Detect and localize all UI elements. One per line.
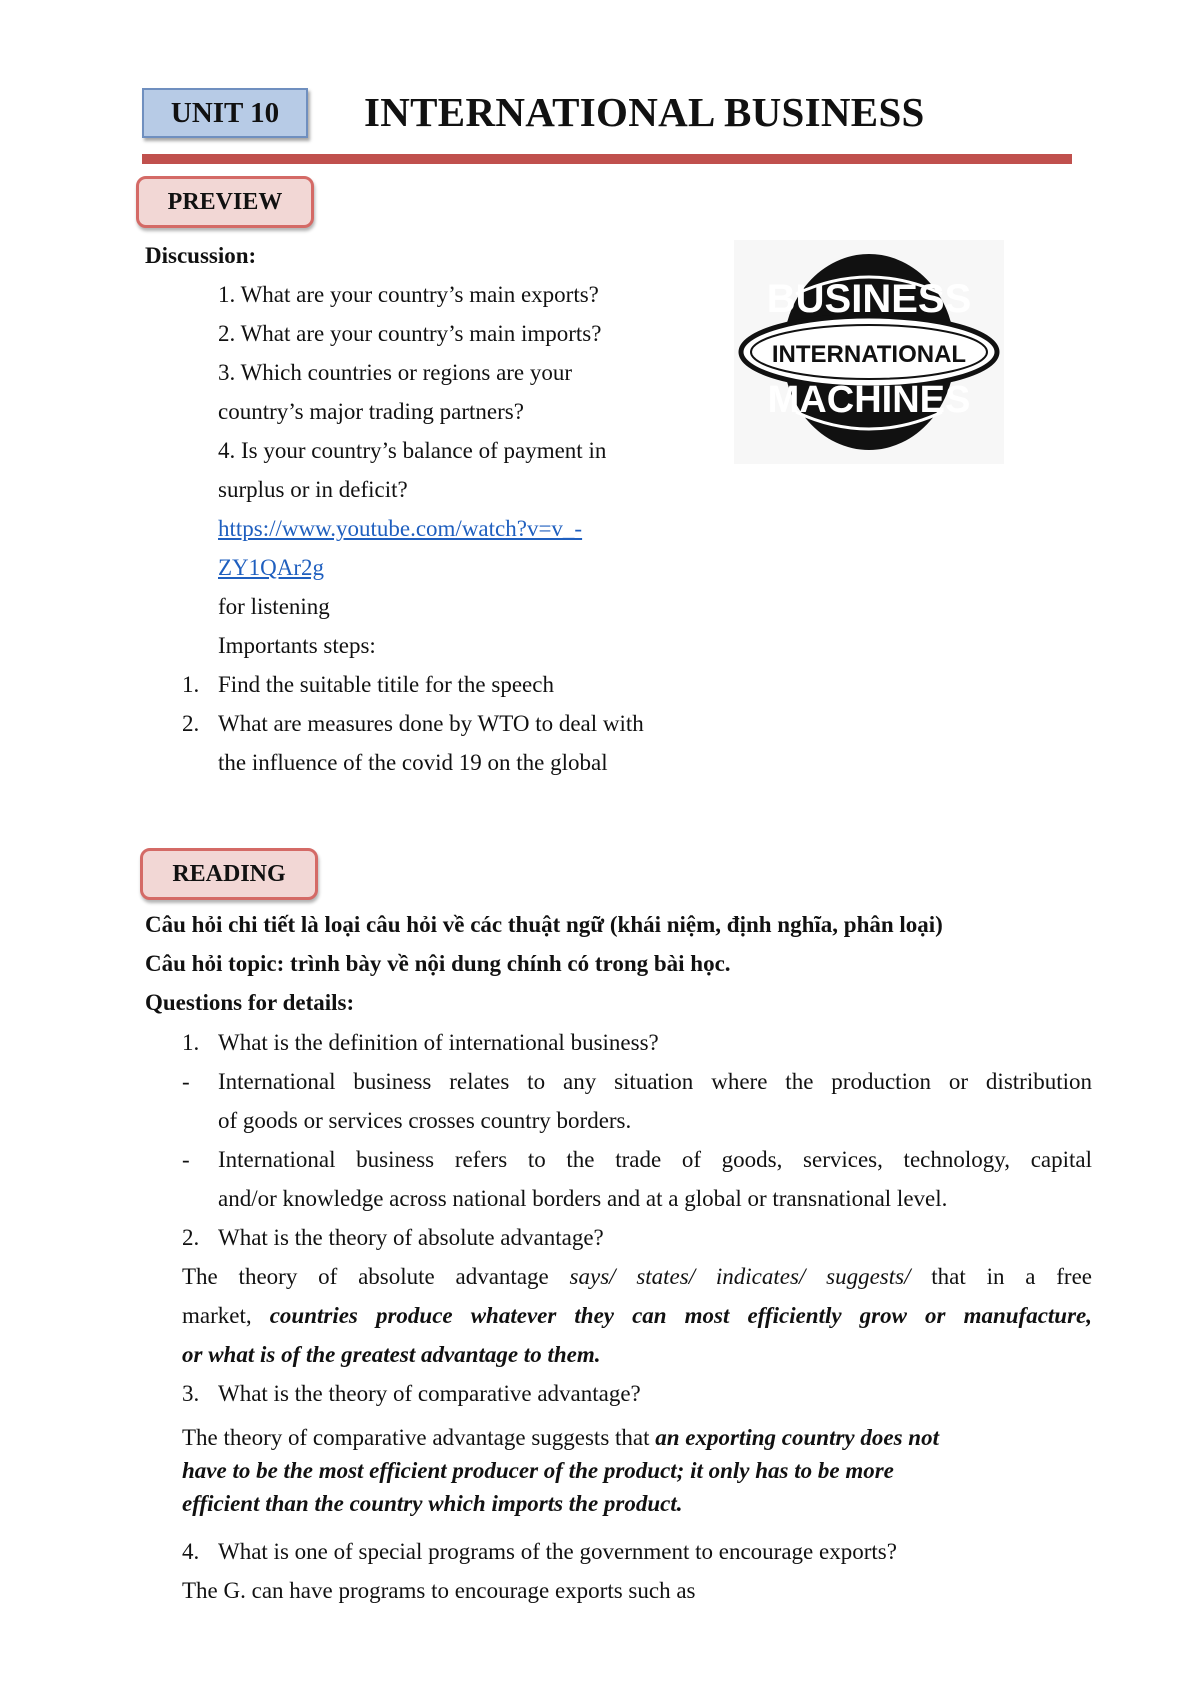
for-listening-text: for listening — [218, 594, 330, 619]
answer-text: efficient than the country which imports the product. — [182, 1491, 683, 1516]
discussion-heading: Discussion: — [145, 243, 257, 268]
globe-logo-icon — [734, 240, 1004, 464]
answer-text: The G. can have programs to encourage exports such as — [182, 1578, 696, 1603]
discussion-questions — [218, 275, 606, 665]
logo-band-word: INTERNATIONAL — [771, 341, 967, 368]
step-number: 2. — [182, 711, 200, 736]
answer-text: have to be the most efficient producer of the product; it only has to be more — [182, 1458, 894, 1483]
answer-text: The theory of absolute advantage says/ states/ indicates/ suggests/ that in a free — [182, 1264, 1092, 1289]
answer-text: The theory of comparative advantage suggests that an exporting country does not — [182, 1425, 939, 1450]
steps-list — [182, 665, 644, 782]
discussion-question: 2. What are your country’s main imports? — [218, 321, 602, 346]
note-topic-questions: Câu hỏi topic: trình bày về nội dung chính có trong bài học. — [145, 951, 731, 976]
question-number: 3. — [182, 1381, 200, 1406]
question-text: What is one of special programs of the government to encourage exports? — [218, 1539, 897, 1564]
bullet-dash: - — [182, 1069, 190, 1094]
step-text: What are measures done by WTO to deal with — [218, 711, 644, 736]
question-text: What is the theory of comparative advantage? — [218, 1381, 641, 1406]
reading-questions — [182, 1023, 1092, 1610]
discussion-question: 3. Which countries or regions are your — [218, 360, 573, 385]
note-detail-questions: Câu hỏi chi tiết là loại câu hỏi về các thuật ngữ (khái niệm, định nghĩa, phân loại) — [145, 912, 943, 937]
answer-bullet — [182, 1140, 1092, 1218]
answer-text: or what is of the greatest advantage to them. — [182, 1342, 601, 1367]
absolute-advantage-answer — [182, 1257, 1092, 1374]
question-item — [182, 1218, 1092, 1257]
answer-text: International business relates to any situation where the production or distribution — [218, 1069, 1092, 1094]
reading-notes — [145, 905, 943, 1022]
question-item — [182, 1374, 1092, 1413]
question-number: 4. — [182, 1539, 200, 1564]
answer-text: and/or knowledge across national borders and at a global or transnational level. — [218, 1186, 948, 1211]
discussion-question: country’s major trading partners? — [218, 399, 524, 424]
answer-text: of goods or services crosses country borders. — [218, 1108, 632, 1133]
page-title: INTERNATIONAL BUSINESS — [364, 89, 925, 135]
answer-text: International business refers to the trade of goods, services, technology, capital — [218, 1147, 1092, 1172]
question-text: What is the theory of absolute advantage? — [218, 1225, 604, 1250]
logo-bottom-word: MACHINES — [767, 379, 971, 421]
discussion-question: 1. What are your country’s main exports? — [218, 282, 599, 307]
question-number: 2. — [182, 1225, 200, 1250]
question-item — [182, 1532, 1092, 1571]
preview-section-label: PREVIEW — [136, 176, 314, 228]
reading-section-label: READING — [140, 848, 318, 900]
question-text: What is the definition of international business? — [218, 1030, 659, 1055]
important-steps-label: Importants steps: — [218, 633, 376, 658]
unit-label: UNIT 10 — [142, 88, 308, 138]
discussion-question: 4. Is your country’s balance of payment in — [218, 438, 607, 463]
answer-bullet — [182, 1062, 1092, 1140]
step-text: Find the suitable titile for the speech — [218, 672, 554, 697]
list-item — [182, 665, 644, 704]
discussion-question: surplus or in deficit? — [218, 477, 408, 502]
question-number: 1. — [182, 1030, 200, 1055]
title-underline — [142, 154, 1072, 164]
comparative-advantage-answer — [182, 1421, 1092, 1520]
youtube-link-continued[interactable]: ZY1QAr2g — [218, 555, 325, 580]
details-heading: Questions for details: — [145, 990, 355, 1015]
step-number: 1. — [182, 672, 200, 697]
business-machines-logo — [734, 240, 1004, 464]
bullet-dash: - — [182, 1147, 190, 1172]
question-item — [182, 1023, 1092, 1062]
step-text-continued: the influence of the covid 19 on the global — [218, 750, 608, 775]
youtube-link[interactable]: https://www.youtube.com/watch?v=v_- — [218, 516, 583, 541]
answer-text: market, countries produce whatever they can most efficiently grow or manufacture, — [182, 1303, 1092, 1328]
list-item — [182, 704, 644, 743]
logo-top-word: BUSINESS — [766, 277, 972, 321]
